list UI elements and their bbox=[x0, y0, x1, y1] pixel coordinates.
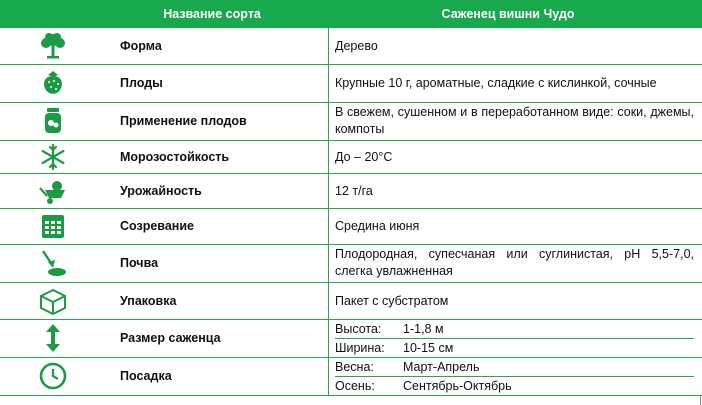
size-width bbox=[335, 339, 694, 357]
sub-value: 10-15 см bbox=[403, 340, 454, 355]
planting-spring bbox=[335, 358, 694, 377]
row-label: Урожайность bbox=[106, 173, 329, 208]
table-row bbox=[0, 244, 702, 282]
table-row bbox=[0, 208, 702, 244]
table-row bbox=[0, 102, 702, 140]
table-header bbox=[0, 0, 702, 28]
header-variety-name: Название сорта bbox=[163, 7, 261, 21]
box-icon bbox=[37, 286, 69, 316]
wheelbarrow-icon bbox=[37, 176, 69, 206]
row-value: В свежем, сушенном и в переработанном виде: соки, джемы, компоты bbox=[329, 102, 702, 140]
row-label: Упаковка bbox=[106, 282, 329, 319]
shovel-icon bbox=[37, 248, 69, 278]
row-value: Средина июня bbox=[329, 208, 702, 244]
row-label: Почва bbox=[106, 244, 329, 282]
fruit-icon bbox=[37, 68, 69, 98]
row-label: Форма bbox=[106, 28, 329, 64]
clock-icon bbox=[37, 361, 69, 391]
row-value: Крупные 10 г, ароматные, сладкие с кислинкой, сочные bbox=[329, 64, 702, 102]
row-value: Дерево bbox=[329, 28, 702, 64]
table-row bbox=[0, 173, 702, 208]
row-value: До – 20°C bbox=[329, 140, 702, 173]
sub-value: Сентябрь-Октябрь bbox=[403, 378, 512, 393]
jar-icon bbox=[37, 106, 69, 136]
table-row bbox=[0, 28, 702, 64]
table-row bbox=[0, 140, 702, 173]
snowflake-icon bbox=[37, 142, 69, 172]
row-label: Созревание bbox=[106, 208, 329, 244]
sub-value: 1-1,8 м bbox=[403, 321, 444, 336]
planting-autumn bbox=[335, 377, 694, 395]
height-arrows-icon bbox=[37, 323, 69, 353]
characteristics-table bbox=[0, 28, 702, 396]
sub-key: Высота: bbox=[335, 321, 382, 336]
sub-key: Весна: bbox=[335, 359, 374, 374]
row-label: Применение плодов bbox=[106, 102, 329, 140]
sub-value: Март-Апрель bbox=[403, 359, 480, 374]
sub-key: Осень: bbox=[335, 378, 375, 393]
row-label: Морозостойкость bbox=[106, 140, 329, 173]
row-label: Плоды bbox=[106, 64, 329, 102]
row-value: Пакет с субстратом bbox=[329, 282, 702, 319]
table-row bbox=[0, 319, 702, 357]
table-row bbox=[0, 357, 702, 395]
header-variety-value: Саженец вишни Чудо bbox=[441, 7, 575, 21]
calendar-icon bbox=[37, 211, 69, 241]
sheet-edge-marker bbox=[700, 396, 701, 405]
row-value: 12 т/га bbox=[329, 173, 702, 208]
row-label: Посадка bbox=[106, 357, 329, 395]
table-row bbox=[0, 282, 702, 319]
row-value: Плодородная, супесчаная или суглинистая, pH 5,5-7,0, слегка увлажненная bbox=[329, 244, 702, 282]
table-row bbox=[0, 64, 702, 102]
size-height bbox=[335, 320, 694, 339]
sub-key: Ширина: bbox=[335, 340, 385, 355]
row-label: Размер саженца bbox=[106, 319, 329, 357]
tree-icon bbox=[37, 31, 69, 61]
